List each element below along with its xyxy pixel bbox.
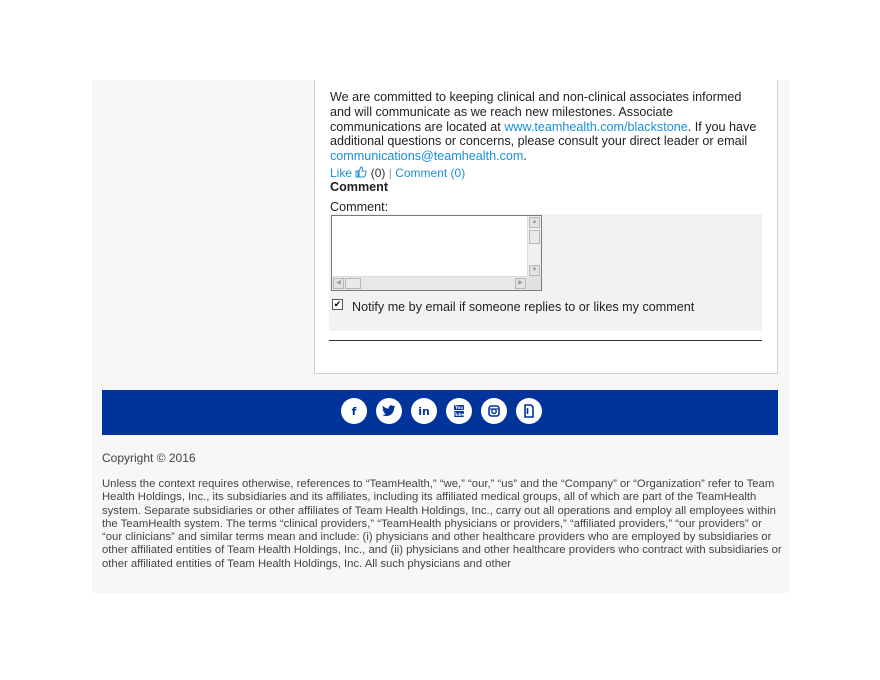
vertical-scroll-thumb[interactable] xyxy=(529,230,540,244)
article-body xyxy=(330,90,758,164)
comment-form xyxy=(329,214,762,331)
comment-textarea[interactable] xyxy=(331,215,542,291)
social-footer-band xyxy=(102,390,778,435)
email-link[interactable]: communications@teamhealth.com xyxy=(330,149,524,164)
like-count: (0) xyxy=(370,166,386,180)
likes-separator: | xyxy=(388,166,392,180)
twitter-icon[interactable] xyxy=(376,398,402,424)
like-label: Like xyxy=(330,166,353,180)
blog-icon[interactable] xyxy=(516,398,542,424)
copyright-text: Copyright © 2016 xyxy=(102,451,196,465)
instagram-icon[interactable] xyxy=(481,398,507,424)
scroll-up-icon[interactable]: ▲ xyxy=(529,217,540,228)
scroll-down-icon[interactable]: ▼ xyxy=(529,265,540,276)
blackstone-link[interactable]: www.teamhealth.com/blackstone xyxy=(504,119,688,134)
comment-heading: Comment xyxy=(330,180,389,194)
linkedin-icon[interactable]: in xyxy=(411,398,437,424)
legal-disclaimer: Unless the context requires otherwise, references to “TeamHealth,” “we,” “our,” “us” and the “Company” or “Organization” refer to Team Health Holdings, Inc., its subsidiaries and its affiliates, including its affiliated medical groups, all of which are part of the TeamHealth system. Separate subsidiaries or other affiliates of Team Health Holdings, Inc., carry out all operations and employ all employees within the TeamHealth system. The terms “clinical providers,” “TeamHealth physicians or providers,” “affiliated providers,” “our providers” or “our clinicians” and similar terms mean and include: (i) physicians and other healthcare providers who are employed by subsidiaries or other affiliated entities of Team Health Holdings, Inc., and (ii) physicians and other healthcare providers who contract with subsidiaries or other affiliated entities of Team Health Holdings, Inc. All such physicians and other xyxy=(102,478,782,570)
article-text-2: . If you have additional questions or concerns, please consult your direct leader or email xyxy=(330,119,757,149)
comment-field-label: Comment: xyxy=(330,200,389,214)
horizontal-scroll-thumb[interactable] xyxy=(345,278,361,289)
textarea-horizontal-scrollbar[interactable] xyxy=(332,276,528,290)
notify-checkbox[interactable]: ✔ xyxy=(333,299,342,309)
article-text-3: . xyxy=(523,149,527,164)
textarea-resize-corner[interactable] xyxy=(527,276,541,290)
likes-bar xyxy=(330,166,465,181)
notify-label: Notify me by email if someone replies to or likes my comment xyxy=(352,300,695,314)
youtube-icon[interactable] xyxy=(446,398,472,424)
svg-text:Tube: Tube xyxy=(453,411,465,417)
facebook-icon[interactable]: f xyxy=(341,398,367,424)
thumbs-up-icon[interactable] xyxy=(355,166,367,181)
comment-count-link[interactable]: Comment (0) xyxy=(395,166,466,180)
article-panel xyxy=(314,80,778,374)
comment-divider xyxy=(329,340,762,341)
like-link[interactable] xyxy=(330,166,367,180)
svg-text:You: You xyxy=(454,405,464,411)
scroll-left-icon[interactable]: ◀ xyxy=(333,278,344,289)
scroll-right-icon[interactable]: ▶ xyxy=(515,278,526,289)
textarea-vertical-scrollbar[interactable] xyxy=(527,216,541,278)
article-text-1: We are committed to keeping clinical and non-clinical associates informed and will communicate as we reach new milestones. Associate communications are located at xyxy=(330,90,742,134)
social-links xyxy=(341,398,542,424)
